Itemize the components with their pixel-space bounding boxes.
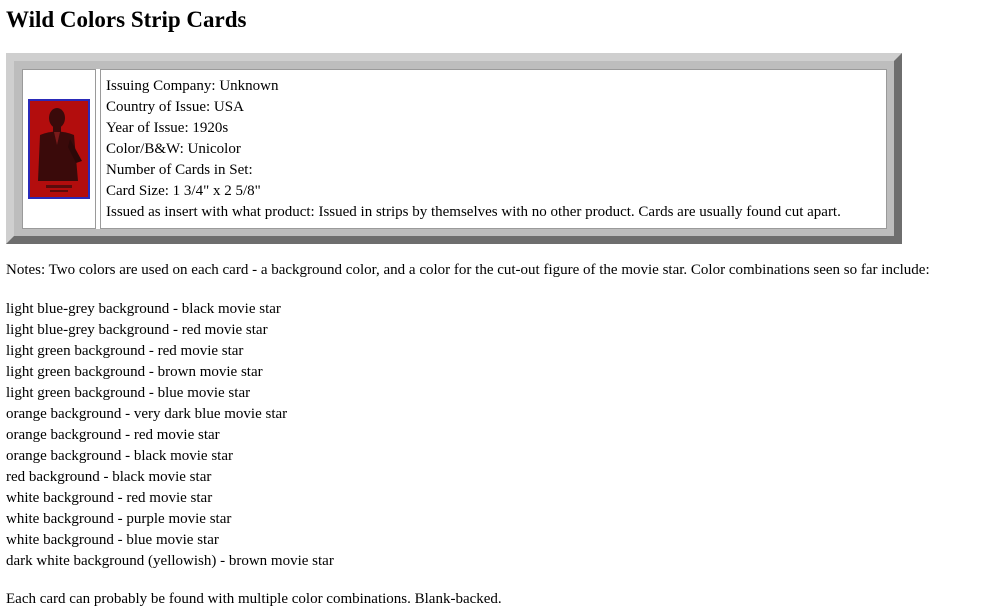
notes-text: Notes: Two colors are used on each card - a background color, and a color for the cut-out figure of the movie star. Color combinations seen so far include:	[6, 262, 930, 278]
year-of-issue: Year of Issue: 1920s	[106, 120, 229, 136]
card-details	[100, 69, 887, 229]
list-item: white background - red movie star	[6, 490, 213, 506]
color-combinations-list	[6, 299, 334, 572]
list-item: light green background - red movie star	[6, 343, 244, 359]
card-size: Card Size: 1 3/4" x 2 5/8"	[106, 183, 261, 199]
list-item: white background - purple movie star	[6, 511, 232, 527]
list-item: light blue-grey background - red movie star	[6, 322, 268, 338]
list-item: orange background - very dark blue movie star	[6, 406, 288, 422]
list-item: light green background - brown movie star	[6, 364, 263, 380]
movie-star-figure-icon	[30, 101, 88, 197]
country-of-issue: Country of Issue: USA	[106, 99, 244, 115]
list-item: light blue-grey background - black movie star	[6, 301, 281, 317]
movie-star-card-image	[28, 99, 90, 199]
card-info-table	[6, 53, 902, 244]
issued-with-product: Issued as insert with what product: Issued in strips by themselves with no other product. Cards are usually found cut apart.	[106, 204, 841, 220]
issuing-company: Issuing Company: Unknown	[106, 78, 279, 94]
card-info-row	[22, 69, 887, 229]
list-item: orange background - black movie star	[6, 448, 233, 464]
list-item: red background - black movie star	[6, 469, 212, 485]
number-of-cards: Number of Cards in Set:	[106, 162, 253, 178]
list-item: orange background - red movie star	[6, 427, 220, 443]
list-item: light green background - blue movie star	[6, 385, 251, 401]
list-item: dark white background (yellowish) - brown movie star	[6, 553, 334, 569]
card-image-cell	[22, 69, 96, 229]
footer-note: Each card can probably be found with multiple color combinations. Blank-backed.	[6, 591, 502, 607]
page-title: Wild Colors Strip Cards	[6, 7, 247, 32]
list-item: white background - blue movie star	[6, 532, 219, 548]
color-type: Color/B&W: Unicolor	[106, 141, 241, 157]
